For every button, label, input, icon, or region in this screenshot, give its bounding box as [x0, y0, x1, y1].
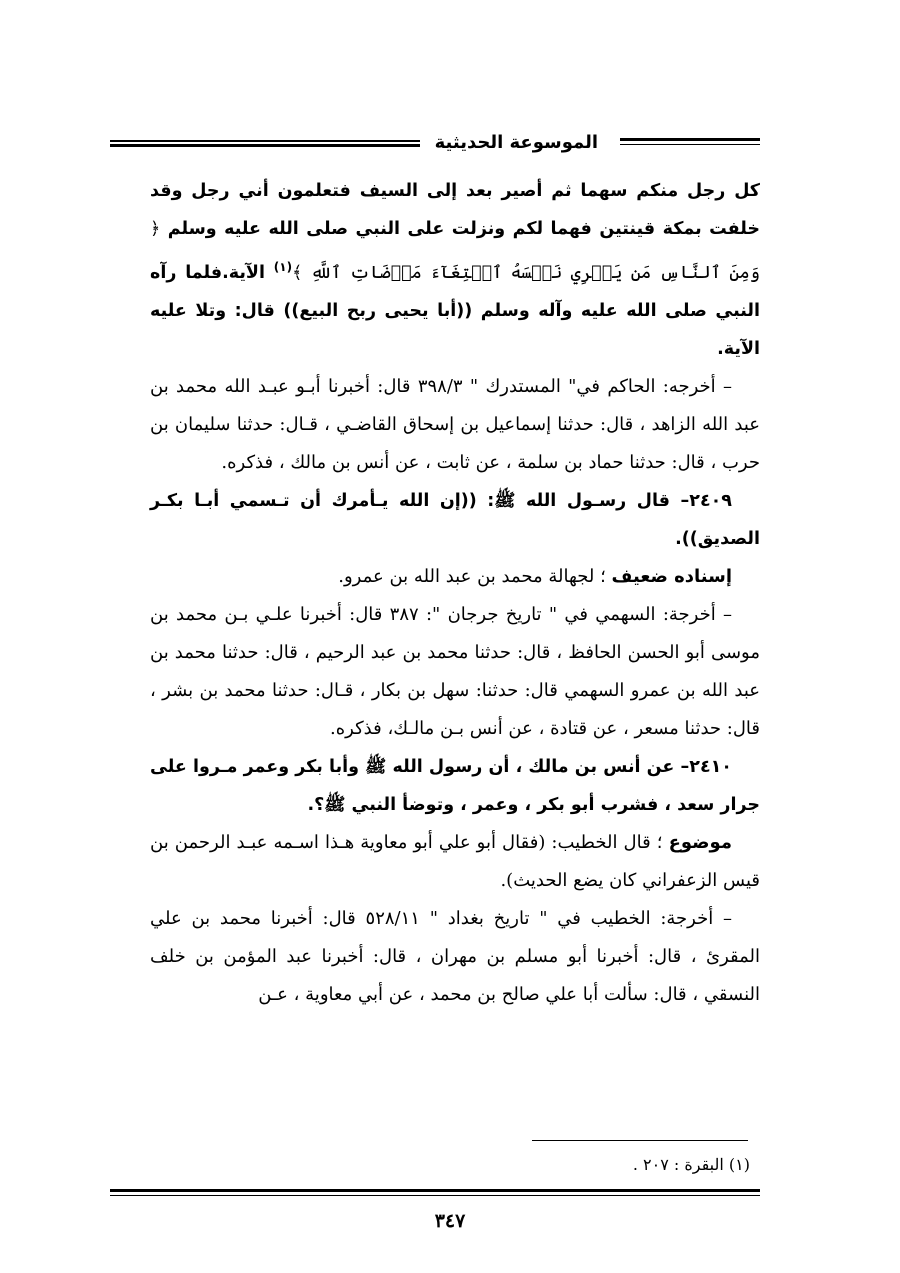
paragraph-grading-2409 — [150, 558, 760, 596]
grading-keyword: إسناده ضعيف — [611, 565, 732, 587]
grading-keyword: موضوع — [668, 831, 732, 853]
paragraph-takhrij-sahmi: – أخرجة: السهمي في " تاريخ جرجان ": ٣٨٧ قال: أخبرنا علـي بـن محمد بن موسى أبو الحسن الحافظ ، قال: حدثنا محمد بن عبد الرحيم ، قال: حدثنا محمد بن عبد الله بن عمرو السهمي قال: حدثنا: سهل بن بكار ، قـال: حدثنا محمد بن بشر ، قال: حدثنا مسعر ، عن قتادة ، عن أنس بـن مالـك، فذكره. — [150, 603, 760, 739]
header-rule-right — [620, 138, 760, 145]
hadith-2410: ٢٤١٠– عن أنس بن مالك ، أن رسول الله ﷺ وأبا بكر وعمر مـروا على جرار سعد ، فشرب أبو بكر ، وعمر ، وتوضأ النبي ﷺ؟. — [150, 756, 760, 815]
grading-reason: ؛ لجهالة محمد بن عبد الله بن عمرو. — [338, 565, 606, 587]
paragraph-takhrij-hakim: – أخرجه: الحاكم في" المستدرك " ٣٩٨/٣ قال: أخبرنا أبـو عبـد الله محمد بن عبد الله الزاهد ، قال: حدثنا إسماعيل بن إسحاق القاضـي ، قـال: حدثنا سليمان بن حرب ، قال: حدثنا حماد بن سلمة ، عن ثابت ، عن أنس بن مالك ، فذكره. — [150, 375, 760, 473]
grading-reason: ؛ قال الخطيب: (فقال أبو علي أبو معاوية هـذا اسـمه عبـد الرحمن بن قيس الزعفراني كان يضع الحديث). — [150, 831, 760, 891]
hadith-2409: ٢٤٠٩– قال رسـول الله ﷺ: ((إن الله يـأمرك أن تـسمي أبـا بكـر الصديق)). — [150, 490, 760, 549]
narration-text: كل رجل منكم سهما ثم أصير بعد إلى السيف فتعلمون أني رجل وقد خلفت بمكة قينتين فهما لكم ونزلت على النبي صلى الله عليه وسلم — [150, 181, 761, 239]
page-number: ٣٤٧ — [434, 1210, 466, 1232]
footer-rule-thin — [110, 1195, 760, 1196]
footer-rule-thick — [110, 1189, 760, 1192]
quran-verse: ﴿ وَمِنَ ٱلنَّاسِ مَن يَشۡرِي نَفۡسَهُ ٱبۡتِغَآءَ مَرۡضَاتِ ٱللَّهِ ﴾ — [150, 219, 761, 283]
footnote-separator — [532, 1140, 748, 1141]
header-title: الموسوعة الحديثية — [423, 128, 610, 158]
footnote-ref: (١) — [273, 260, 293, 274]
header-rule-left-thin — [110, 140, 420, 142]
header-rule-left-thick — [110, 144, 420, 147]
footnote: (١) البقرة : ٢٠٧ . — [632, 1155, 750, 1174]
narration-continuation: الآية.فلما رآه النبي صلى الله عليه وآله وسلم ((أبا يحيى ربح البيع)) قال: وتلا عليه الآية. — [150, 262, 760, 359]
paragraph-grading-2410 — [150, 824, 760, 900]
body-text — [150, 172, 760, 1014]
paragraph-narration — [150, 172, 760, 368]
running-header — [110, 128, 760, 158]
paragraph-takhrij-khatib: – أخرجة: الخطيب في " تاريخ بغداد " ٥٢٨/١١ قال: أخبرنا محمد بن علي المقرئ ، قال: أخبرنا أبو مسلم بن مهران ، قال: أخبرنا عبد المؤمن بن خلف النسقي ، قال: سألت أبا علي صالح بن محمد ، عن أبي معاوية ، عـن — [150, 907, 760, 1005]
